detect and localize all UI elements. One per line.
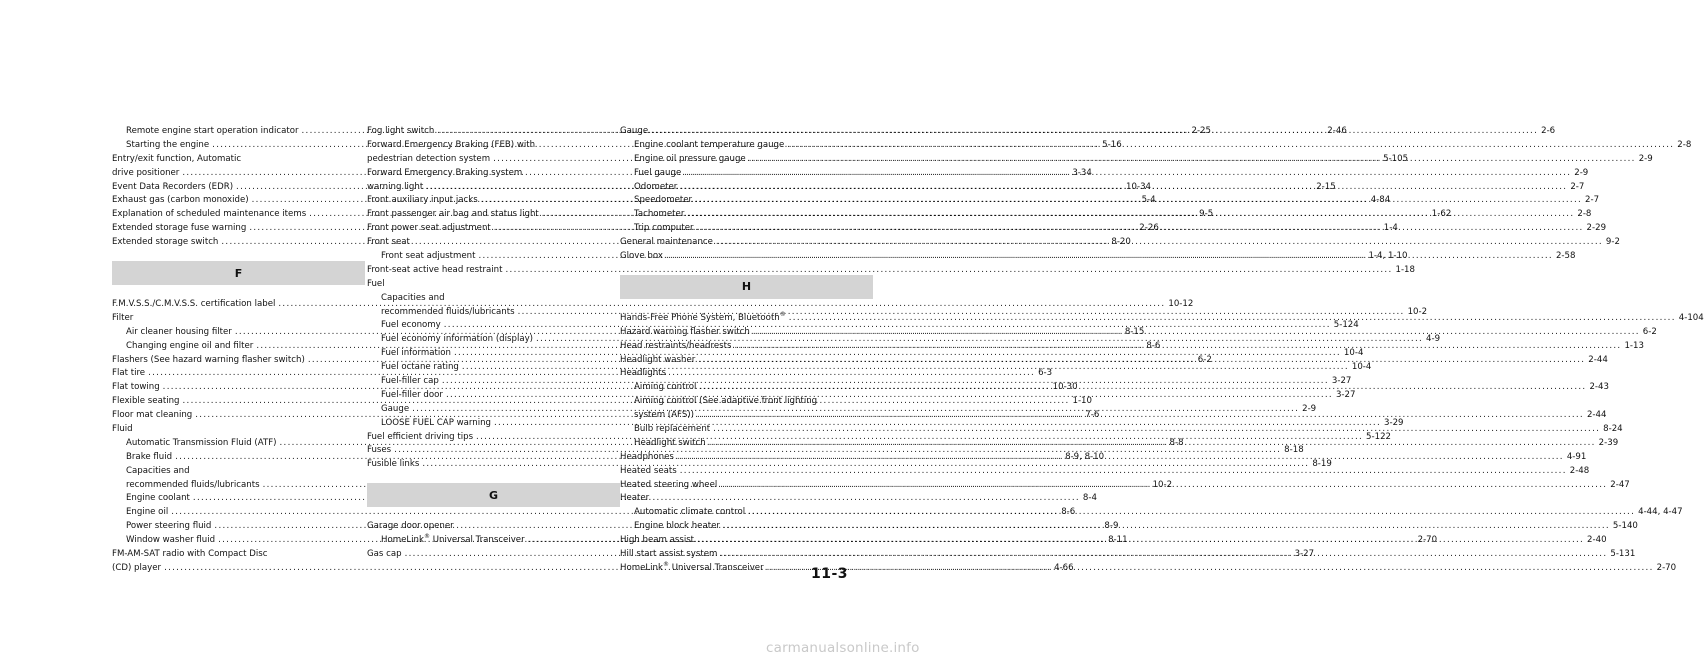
page-reference[interactable]: 2-8: [1577, 209, 1592, 220]
page-reference[interactable]: 2-9: [1574, 167, 1589, 178]
page-reference[interactable]: 2-46: [1327, 126, 1347, 136]
entry-text: [381, 347, 451, 361]
entry-text: [112, 181, 233, 195]
entry-text: [112, 395, 180, 409]
entry-label: Automatic Transmission Fluid (ATF): [126, 437, 277, 448]
page-reference[interactable]: 4-104: [1678, 312, 1704, 323]
dot-leader: [697, 534, 1584, 548]
entry-label: Event Data Recorders (EDR): [112, 181, 234, 192]
dot-leader: [699, 381, 1586, 395]
entry-text: [126, 479, 260, 493]
entry-text: [112, 423, 365, 437]
page-reference[interactable]: 2-26: [1139, 223, 1159, 234]
index-heading-line: [367, 292, 620, 306]
page-reference[interactable]: 10-2: [1152, 479, 1173, 490]
entry-text: [620, 312, 786, 326]
registered-mark: ®: [779, 311, 786, 319]
entry-text: [112, 312, 365, 326]
entry-text: [367, 167, 620, 181]
page-reference[interactable]: 10-30: [1052, 382, 1078, 393]
page-reference[interactable]: 5-16: [1102, 139, 1122, 150]
entry-text: [367, 444, 391, 458]
index-heading-line: [112, 548, 365, 562]
entry-text: [112, 367, 145, 381]
index-heading-line: [620, 492, 873, 506]
entry-text: [126, 520, 211, 534]
entry-label: Starting the engine: [126, 139, 210, 150]
entry-text: [620, 548, 717, 562]
page-reference[interactable]: 6-2: [1642, 326, 1657, 337]
entry-label: Power steering fluid: [126, 521, 212, 532]
page-reference[interactable]: 1-10: [1072, 396, 1092, 407]
page-reference[interactable]: 2-58: [1555, 251, 1576, 262]
entry-label: Heated seats: [620, 465, 677, 476]
page-reference[interactable]: 2-48: [1569, 465, 1590, 476]
page-reference[interactable]: 8-6: [1061, 507, 1076, 518]
entry-label: Extended storage fuse warning: [112, 223, 247, 234]
page-reference[interactable]: 8-6: [1146, 340, 1161, 351]
entry-label: Engine block heater: [634, 521, 720, 532]
entry-text: [620, 326, 750, 340]
entry-text: [634, 181, 677, 195]
page-reference[interactable]: 8-4: [1082, 493, 1097, 504]
entry-label: Floor mat cleaning: [112, 410, 193, 421]
entry-text: [634, 409, 694, 423]
entry-text: [634, 208, 684, 222]
entry-label: Fuel economy information (display): [381, 334, 534, 345]
entry-label: LOOSE FUEL CAP warning: [381, 417, 492, 428]
entry-label: recommended fluids/lubricants: [126, 479, 260, 490]
entry-label: HomeLink: [381, 535, 424, 546]
entry-text: [112, 208, 306, 222]
entry-text: [367, 139, 620, 153]
entry-text: [112, 381, 160, 395]
entry-label: HomeLink: [620, 562, 663, 573]
entry-label: Exhaust gas (carbon monoxide): [112, 195, 249, 206]
registered-mark: ®: [423, 533, 430, 541]
index-heading-line: [112, 153, 365, 167]
watermark: carmanualsonline.info: [766, 640, 920, 656]
entry-label: Forward Emergency Braking system: [367, 167, 523, 178]
entry-text: [634, 153, 746, 167]
index-heading-line: [112, 423, 365, 437]
entry-text: [112, 222, 246, 236]
page-reference[interactable]: 8-11: [1108, 535, 1128, 546]
page-reference[interactable]: 8-20: [1111, 237, 1131, 248]
page-reference[interactable]: 2-9: [1302, 403, 1317, 414]
entry-label: Headlights: [620, 368, 666, 379]
entry-text: [126, 326, 232, 340]
dot-leader: [698, 354, 1585, 368]
entry-text: [367, 278, 620, 292]
dot-leader: [697, 222, 1584, 236]
entry-label: Fuel: [367, 278, 385, 289]
entry-text: [126, 437, 277, 451]
dot-leader: [723, 520, 1610, 534]
entry-label: Heated steering wheel: [620, 479, 718, 490]
entry-text: [112, 354, 305, 368]
page-reference[interactable]: 2-70: [1656, 562, 1677, 573]
dot-leader: [677, 451, 1564, 465]
dot-leader: [753, 326, 1640, 340]
page-reference[interactable]: 4-91: [1566, 451, 1587, 462]
page-reference[interactable]: 9-5: [1199, 209, 1214, 220]
entry-text: [126, 340, 253, 354]
page-reference[interactable]: 4-44, 4-47: [1638, 507, 1683, 518]
page-reference[interactable]: 8-24: [1603, 424, 1623, 435]
page-reference[interactable]: 2-29: [1586, 223, 1607, 234]
page-reference[interactable]: 5-105: [1383, 153, 1409, 164]
entry-label: Entry/exit function, Automatic: [112, 153, 242, 164]
entry-label: Capacities and: [381, 292, 445, 303]
page-reference[interactable]: 10-2: [1407, 306, 1428, 317]
page-reference[interactable]: 8-9, 8-10: [1065, 451, 1105, 462]
page-reference[interactable]: 2-44: [1588, 354, 1608, 365]
entry-text: [126, 451, 172, 465]
entry-label: Fuel information: [381, 348, 451, 359]
page-reference[interactable]: 2-15: [1316, 181, 1336, 192]
entry-label: pedestrian detection system: [367, 153, 491, 164]
entry-label: Remote engine start operation indicator: [126, 126, 299, 136]
entry-text: [634, 381, 696, 395]
page-reference[interactable]: 1-18: [1395, 264, 1415, 275]
page-reference[interactable]: 10-34: [1126, 181, 1152, 192]
section-letter: G: [488, 488, 499, 502]
entry-label: Headlight washer: [620, 354, 696, 365]
entry-label: Fog light switch: [367, 126, 435, 136]
entry-label: Hill start assist system: [620, 549, 718, 560]
entry-text: [381, 389, 443, 403]
entry-label: Garage door opener: [367, 521, 454, 532]
dot-leader: [767, 562, 1654, 576]
page-reference[interactable]: 10-4: [1351, 362, 1372, 373]
entry-label: Fuel gauge: [634, 167, 682, 178]
page-reference[interactable]: 2-39: [1598, 437, 1619, 448]
page-reference[interactable]: 8-18: [1284, 445, 1304, 456]
entry-text: [620, 250, 663, 264]
page-reference[interactable]: 5-131: [1610, 549, 1636, 560]
entry-text: [112, 153, 365, 167]
entry-label: Speedometer: [634, 195, 693, 206]
entry-label: (CD) player: [112, 562, 162, 573]
entry-label: Gauge: [620, 126, 649, 136]
index-heading-line: [367, 278, 620, 292]
page-reference[interactable]: 4-9: [1426, 334, 1441, 345]
entry-label: drive positioner: [112, 167, 180, 178]
entry-label: Fuel economy: [381, 320, 441, 331]
dot-leader: [709, 437, 1596, 451]
entry-label: Aiming control (See adaptive front lighting: [634, 396, 818, 407]
dot-leader: [666, 250, 1553, 264]
dot-leader: [687, 208, 1574, 222]
entry-label: Engine coolant temperature gauge: [634, 139, 785, 150]
page-reference[interactable]: 2-43: [1589, 382, 1609, 393]
entry-text: [381, 292, 620, 306]
page-reference[interactable]: 8-19: [1312, 459, 1332, 470]
entry-text: [634, 437, 706, 451]
entry-text: [620, 479, 717, 493]
entry-label: Fusible links: [367, 459, 420, 470]
dot-leader: [680, 181, 1567, 195]
entry-text: [381, 375, 439, 389]
index-heading-line: [620, 367, 873, 381]
entry-label: Headlight switch: [634, 437, 706, 448]
entry-text: [126, 506, 168, 520]
entry-label: Forward Emergency Braking (FEB) with: [367, 139, 536, 150]
entry-text: [112, 548, 365, 562]
registered-mark: ®: [662, 561, 669, 569]
section-letter: F: [234, 266, 243, 280]
entry-text: [367, 125, 434, 139]
page-reference[interactable]: 2-25: [1191, 126, 1211, 136]
entry-text: [367, 548, 402, 562]
index-heading-line: [620, 395, 873, 409]
entry-label: Hazard warning flasher switch: [620, 326, 750, 337]
entry-label: Odometer: [634, 181, 678, 192]
entry-text: [112, 562, 161, 576]
entry-text: [367, 222, 491, 236]
entry-text: [381, 361, 459, 375]
page-reference[interactable]: 5-140: [1612, 521, 1638, 532]
entry-label: Fuses: [367, 445, 392, 456]
entry-label: Front passenger air bag and status light: [367, 209, 539, 220]
entry-text: [126, 125, 299, 139]
dot-leader: [734, 340, 1621, 354]
section-letter: H: [741, 280, 752, 294]
page-reference[interactable]: 2-9: [1638, 153, 1653, 164]
index-heading-line: [367, 520, 620, 534]
page-reference[interactable]: 6-2: [1197, 354, 1212, 365]
page-reference[interactable]: 2-6: [1541, 126, 1556, 136]
entry-label: Fluid: [112, 424, 133, 435]
entry-text: [381, 250, 475, 264]
dot-leader: [713, 423, 1600, 437]
entry-text: [620, 465, 677, 479]
dot-leader: [720, 479, 1607, 493]
entry-text: [620, 367, 873, 381]
entry-text: [367, 153, 490, 167]
entry-text: [634, 167, 681, 181]
entry-label: Engine coolant: [126, 493, 190, 504]
page-reference[interactable]: 10-4: [1343, 348, 1364, 359]
section-header: [367, 483, 620, 507]
entry-label: Trip computer: [634, 223, 694, 234]
entry-text: [126, 139, 209, 153]
entry-label: Fuel octane rating: [381, 362, 459, 373]
entry-text: [634, 395, 873, 409]
entry-text: [126, 534, 215, 548]
index-heading-line: [112, 312, 365, 326]
entry-label: Gauge: [381, 403, 410, 414]
entry-label: Automatic climate control: [634, 507, 746, 518]
page-reference[interactable]: 2-8: [1677, 139, 1692, 150]
entry-label: Gas cap: [367, 549, 402, 560]
entry-label: Air cleaner housing filter: [126, 326, 232, 337]
entry-label: recommended fluids/lubricants: [381, 306, 515, 317]
page-reference[interactable]: 1-13: [1624, 340, 1644, 351]
dot-leader: [684, 167, 1571, 181]
entry-label: Explanation of scheduled maintenance items: [112, 209, 307, 220]
entry-label: Front auxiliary input jacks: [367, 195, 478, 206]
page-reference[interactable]: 2-70: [1417, 535, 1438, 546]
entry-label: Flashers (See hazard warning flasher switch): [112, 354, 305, 365]
entry-text: [381, 333, 533, 347]
entry-text: [634, 139, 784, 153]
entry-text: [126, 492, 190, 506]
entry-text: [367, 181, 423, 195]
page-reference[interactable]: 8-8: [1169, 437, 1184, 448]
entry-label: Tachometer: [634, 209, 685, 220]
entry-label: Brake fluid: [126, 451, 173, 462]
dot-leader: [748, 506, 1635, 520]
entry-label: Flexible seating: [112, 396, 180, 407]
index-heading-line: [367, 139, 620, 153]
entry-text: [620, 236, 713, 250]
index-heading-line: [367, 236, 620, 250]
entry-text: [367, 458, 419, 472]
page-reference[interactable]: 2-7: [1570, 181, 1585, 192]
entry-text: [112, 167, 179, 181]
page-reference[interactable]: 9-2: [1605, 237, 1620, 248]
dot-leader: [695, 194, 1582, 208]
page-number: 11-3: [811, 566, 849, 582]
entry-text: [367, 236, 620, 250]
page-reference[interactable]: 1-4, 1-10: [1368, 251, 1408, 262]
page-reference[interactable]: 5-124: [1333, 320, 1359, 331]
section-header: [112, 261, 365, 285]
entry-label: Engine oil: [126, 507, 169, 518]
entry-label: Front-seat active head restraint: [367, 264, 503, 275]
entry-text: [620, 340, 731, 354]
entry-label: Bulb replacement: [634, 424, 711, 435]
page-reference[interactable]: 5-4: [1141, 195, 1156, 206]
page-reference[interactable]: 3-27: [1294, 549, 1315, 560]
entry-text: [634, 222, 694, 236]
dot-leader: [680, 465, 1567, 479]
entry-label: Engine oil pressure gauge: [634, 153, 746, 164]
entry-label: Fuel efficient driving tips: [367, 431, 474, 442]
entry-label: Fuel-filler cap: [381, 376, 439, 387]
dot-leader: [651, 125, 1538, 139]
entry-label: Front power seat adjustment: [367, 223, 491, 234]
entry-label: Headphones: [620, 451, 674, 462]
entry-text: [367, 264, 503, 278]
entry-text: [367, 194, 478, 208]
page-reference[interactable]: 2-40: [1587, 535, 1607, 546]
page-reference[interactable]: 6-3: [1038, 368, 1053, 379]
entry-label: Heater: [620, 493, 650, 504]
dot-leader: [787, 139, 1674, 153]
entry-label: Hands-Free Phone System, Bluetooth: [620, 312, 780, 323]
page-reference[interactable]: 3-27: [1335, 389, 1356, 400]
entry-text: [620, 125, 648, 139]
index-entry[interactable]: [620, 465, 1590, 479]
entry-label: Head restraints/headrests: [620, 340, 732, 351]
dot-leader: [720, 548, 1607, 562]
entry-label: Glove box: [620, 251, 663, 262]
page-reference[interactable]: 7-6: [1085, 410, 1100, 421]
entry-text: [112, 298, 275, 312]
entry-label-suffix: Universal Transceiver: [429, 535, 525, 546]
entry-label: High beam assist: [620, 535, 695, 546]
entry-text: [367, 431, 473, 445]
page-reference[interactable]: 3-27: [1331, 376, 1352, 387]
page-reference[interactable]: 10-12: [1168, 299, 1194, 310]
entry-text: [634, 194, 692, 208]
index-heading-line: [112, 465, 365, 479]
entry-text: [112, 236, 218, 250]
entry-text: [381, 403, 409, 417]
page-reference[interactable]: 8-9: [1104, 521, 1119, 532]
page-reference[interactable]: 3-34: [1072, 167, 1092, 178]
entry-label: F.M.V.S.S./C.M.V.S.S. certification label: [112, 299, 276, 310]
index-heading-line: [367, 167, 620, 181]
page-reference[interactable]: 1-4: [1383, 223, 1398, 234]
entry-text: [620, 492, 873, 506]
entry-label: Window washer fluid: [126, 535, 216, 546]
entry-label: Fuel-filler door: [381, 389, 443, 400]
entry-text: [381, 306, 515, 320]
page-reference[interactable]: 2-7: [1585, 195, 1600, 206]
entry-label: General maintenance: [620, 237, 713, 248]
page-reference[interactable]: 4-84: [1370, 195, 1391, 206]
entry-label: Capacities and: [126, 465, 190, 476]
entry-text: [620, 534, 694, 548]
entry-label: FM-AM-SAT radio with Compact Disc: [112, 549, 268, 560]
entry-text: [634, 506, 745, 520]
entry-label: Flat tire: [112, 368, 146, 379]
entry-label-suffix: Universal Transceiver: [668, 562, 764, 573]
entry-label: Flat towing: [112, 382, 160, 393]
entry-text: [634, 423, 710, 437]
entry-text: [620, 451, 674, 465]
entry-text: [112, 409, 192, 423]
entry-label: Front seat adjustment: [381, 251, 476, 262]
page-reference[interactable]: 8-15: [1124, 326, 1145, 337]
entry-label: Extended storage switch: [112, 237, 219, 248]
entry-text: [112, 194, 249, 208]
entry-text: [126, 465, 365, 479]
page-reference[interactable]: 3-29: [1384, 417, 1404, 428]
page-reference[interactable]: 2-44: [1586, 410, 1607, 421]
dot-leader: [697, 409, 1584, 423]
section-header: [620, 275, 873, 299]
page-reference[interactable]: 4-66: [1054, 562, 1074, 573]
entry-text: [381, 534, 525, 548]
entry-text: [381, 319, 441, 333]
entry-text: [634, 520, 720, 534]
dot-leader: [789, 312, 1676, 326]
entry-label: Filter: [112, 312, 134, 323]
index-entry[interactable]: [367, 264, 1415, 278]
entry-label: Aiming control: [634, 382, 697, 393]
dot-leader: [716, 236, 1603, 250]
entry-label: Changing engine oil and filter: [126, 340, 254, 351]
page-reference[interactable]: 2-47: [1610, 479, 1630, 490]
entry-text: [620, 562, 764, 576]
entry-label: warning light: [367, 181, 424, 192]
page-reference[interactable]: 1-62: [1431, 209, 1452, 220]
entry-label: Front seat: [367, 237, 410, 248]
entry-text: [381, 417, 491, 431]
entry-text: [367, 520, 620, 534]
entry-label: system (AFS)): [634, 410, 694, 421]
entry-text: [367, 208, 539, 222]
entry-text: [620, 354, 695, 368]
page-reference[interactable]: 5-122: [1366, 431, 1392, 442]
dot-leader: [749, 153, 1636, 167]
